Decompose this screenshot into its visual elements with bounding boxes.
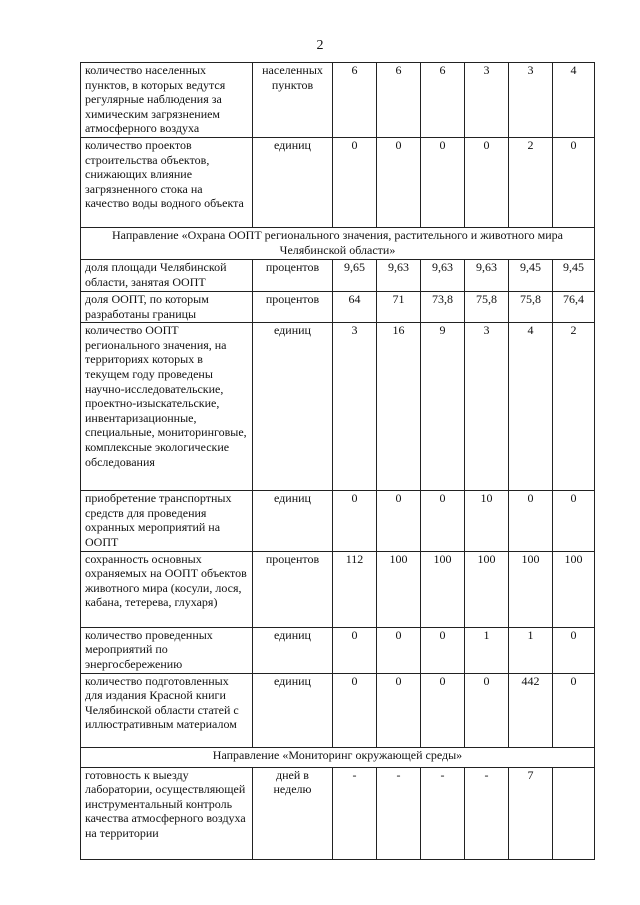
value-cell: 0 [421,137,465,227]
value-cell: 0 [333,627,377,673]
table-row [81,627,595,673]
value-cell: 0 [421,673,465,747]
value-cell: 0 [377,137,421,227]
section-title: Направление «Мониторинг окружающей среды» [81,747,595,767]
value-cell: 100 [553,551,595,627]
section-header-row [81,747,595,767]
value-cell [553,767,595,859]
value-cell: 0 [333,491,377,551]
indicator-cell: приобретение транспортных средств для проведения охранных мероприятий на ООПТ [81,491,253,551]
value-cell: 75,8 [509,291,553,322]
unit-cell: единиц [253,491,333,551]
indicator-cell: количество проектов строительства объектов, снижающих влияние загрязненного стока на качество воды водного объекта [81,137,253,227]
value-cell: 9,45 [509,259,553,291]
value-cell: 76,4 [553,291,595,322]
indicator-cell: готовность к выезду лаборатории, осуществляющей инструментальный контроль качества атмосферного воздуха на территории [81,767,253,859]
value-cell: 2 [553,323,595,491]
value-cell: 7 [509,767,553,859]
value-cell: 0 [333,673,377,747]
table-row [81,323,595,491]
indicators-table [80,62,595,860]
value-cell: 9,63 [421,259,465,291]
value-cell: 442 [509,673,553,747]
value-cell: 100 [421,551,465,627]
value-cell: 71 [377,291,421,322]
value-cell: 0 [509,491,553,551]
value-cell: 0 [465,673,509,747]
section-header-row [81,227,595,259]
indicator-cell: количество населенных пунктов, в которых ведутся регулярные наблюдения за химическим загрязнением атмосферного воздуха [81,63,253,138]
value-cell: 6 [421,63,465,138]
unit-cell: единиц [253,673,333,747]
value-cell: 0 [465,137,509,227]
table-row [81,491,595,551]
section-title: Направление «Охрана ООПТ регионального значения, растительного и животного мира Челябинской области» [81,227,595,259]
value-cell: 2 [509,137,553,227]
value-cell: 9,63 [465,259,509,291]
value-cell: 100 [509,551,553,627]
value-cell: 9,63 [377,259,421,291]
value-cell: 6 [377,63,421,138]
indicator-cell: доля ООПТ, по которым разработаны границы [81,291,253,322]
unit-cell: единиц [253,627,333,673]
unit-cell: процентов [253,259,333,291]
value-cell: - [465,767,509,859]
value-cell: 0 [553,673,595,747]
value-cell: 3 [333,323,377,491]
table-row [81,137,595,227]
unit-cell: дней в неделю [253,767,333,859]
unit-cell: населенных пунктов [253,63,333,138]
value-cell: - [421,767,465,859]
value-cell: 1 [465,627,509,673]
value-cell: 0 [333,137,377,227]
value-cell: 100 [465,551,509,627]
value-cell: 6 [333,63,377,138]
indicator-cell: сохранность основных охраняемых на ООПТ объектов животного мира (косули, лося, кабана, тетерева, глухаря) [81,551,253,627]
value-cell: 100 [377,551,421,627]
value-cell: 9,45 [553,259,595,291]
unit-cell: единиц [253,323,333,491]
value-cell: 0 [377,491,421,551]
value-cell: 0 [421,627,465,673]
value-cell: - [377,767,421,859]
table-row [81,291,595,322]
value-cell: 3 [509,63,553,138]
value-cell: 9,65 [333,259,377,291]
value-cell: 3 [465,63,509,138]
table-row [81,673,595,747]
value-cell: 0 [377,673,421,747]
table-row [81,259,595,291]
value-cell: 112 [333,551,377,627]
page-number: 2 [316,38,324,53]
indicator-cell: доля площади Челябинской области, занятая ООПТ [81,259,253,291]
value-cell: - [333,767,377,859]
table-row [81,551,595,627]
value-cell: 3 [465,323,509,491]
value-cell: 0 [421,491,465,551]
value-cell: 10 [465,491,509,551]
value-cell: 73,8 [421,291,465,322]
value-cell: 9 [421,323,465,491]
value-cell: 75,8 [465,291,509,322]
value-cell: 4 [553,63,595,138]
value-cell: 16 [377,323,421,491]
value-cell: 1 [509,627,553,673]
unit-cell: процентов [253,291,333,322]
value-cell: 64 [333,291,377,322]
value-cell: 0 [553,627,595,673]
unit-cell: процентов [253,551,333,627]
value-cell: 0 [377,627,421,673]
table-row [81,767,595,859]
value-cell: 4 [509,323,553,491]
indicator-cell: количество подготовленных для издания Красной книги Челябинской области статей с иллюстративным материалом [81,673,253,747]
indicator-cell: количество ООПТ регионального значения, на территориях которых в текущем году проведены научно-исследовательские, проектно-изыскательские, инвентаризационные, специальные, мониторинговые, комплексные экологические обследования [81,323,253,491]
value-cell: 0 [553,137,595,227]
table-row [81,63,595,138]
unit-cell: единиц [253,137,333,227]
value-cell: 0 [553,491,595,551]
indicator-cell: количество проведенных мероприятий по энергосбережению [81,627,253,673]
